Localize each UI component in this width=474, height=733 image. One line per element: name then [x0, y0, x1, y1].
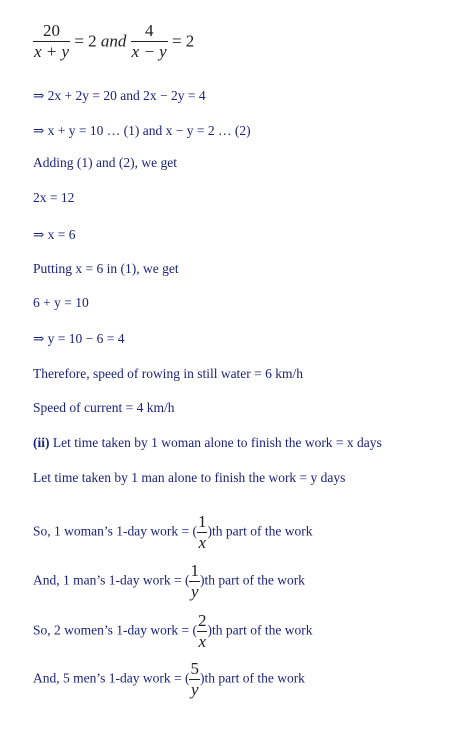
fraction — [197, 513, 208, 552]
work-prefix: And, 1 man’s 1-day work = ( — [33, 572, 190, 588]
work-line — [33, 660, 305, 699]
part-ii-line — [33, 435, 382, 451]
fraction-4-over-x-minus-y — [131, 22, 168, 61]
fraction — [189, 562, 200, 601]
part-label: (ii) — [33, 435, 50, 450]
work-prefix: And, 5 men’s 1-day work = ( — [33, 670, 190, 686]
work-prefix: So, 1 woman’s 1-day work = ( — [33, 523, 197, 539]
numerator: 2 — [197, 611, 207, 630]
equals-two: = 2 — [74, 31, 97, 51]
step-line: 2x = 12 — [33, 190, 75, 205]
denominator: x − y — [131, 41, 167, 61]
step-line: Adding (1) and (2), we get — [33, 155, 177, 170]
fraction — [197, 612, 208, 651]
top-equation — [33, 22, 194, 61]
denominator: x — [198, 631, 206, 651]
work-line — [33, 562, 305, 601]
numerator: 1 — [197, 512, 207, 531]
and-word: and — [100, 31, 127, 51]
denominator: y — [190, 679, 199, 699]
equals-two: = 2 — [171, 31, 195, 51]
work-line — [33, 612, 312, 651]
step-line: Putting x = 6 in (1), we get — [33, 261, 179, 276]
assumption-line: Let time taken by 1 man alone to finish the work = y days — [33, 470, 346, 485]
work-suffix: )th part of the work — [199, 670, 305, 686]
part-text: Let time taken by 1 woman alone to finish the work = x days — [52, 435, 382, 450]
numerator: 1 — [190, 561, 199, 580]
numerator: 4 — [144, 21, 154, 40]
numerator: 20 — [43, 21, 61, 40]
work-suffix: )th part of the work — [207, 523, 313, 539]
numerator: 5 — [190, 659, 199, 678]
denominator: y — [190, 581, 199, 601]
step-line: ⇒ x = 6 — [33, 227, 76, 242]
work-line — [33, 513, 312, 552]
work-prefix: So, 2 women’s 1-day work = ( — [33, 622, 197, 638]
work-suffix: )th part of the work — [207, 622, 313, 638]
step-line: ⇒ 2x + 2y = 20 and 2x − 2y = 4 — [33, 88, 206, 103]
denominator: x + y — [34, 41, 70, 61]
fraction-20-over-x-plus-y — [33, 22, 70, 61]
work-suffix: )th part of the work — [199, 572, 305, 588]
conclusion-line: Speed of current = 4 km/h — [33, 400, 175, 415]
step-line: ⇒ x + y = 10 … (1) and x − y = 2 … (2) — [33, 123, 251, 138]
fraction — [189, 660, 200, 699]
step-line: 6 + y = 10 — [33, 295, 89, 310]
denominator: x — [198, 532, 206, 552]
step-line: ⇒ y = 10 − 6 = 4 — [33, 331, 125, 346]
conclusion-line: Therefore, speed of rowing in still water = 6 km/h — [33, 366, 304, 381]
